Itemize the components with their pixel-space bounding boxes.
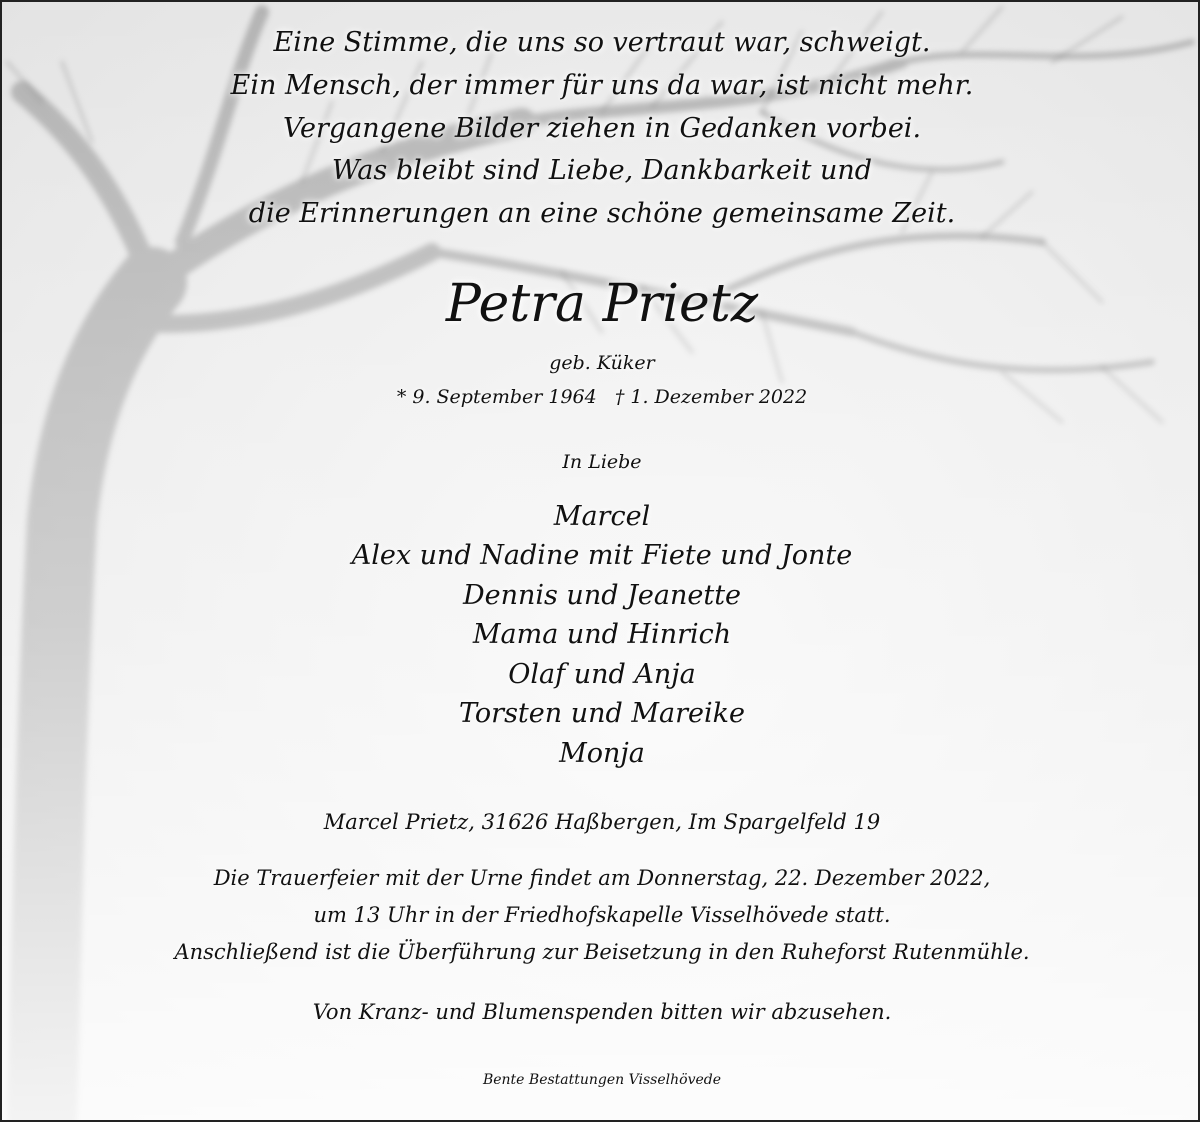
family-member: Dennis und Jeanette — [462, 580, 742, 611]
ceremony-line-1: Die Trauerfeier mit der Urne findet am Donnerstag, 22. Dezember 2022, — [213, 866, 991, 890]
verse-line-1: Eine Stimme, die uns so vertraut war, schweigt. — [273, 27, 931, 58]
ceremony-line-3: Anschließend ist die Überführung zur Beisetzung in den Ruheforst Rutenmühle. — [174, 940, 1030, 964]
contact-address: Marcel Prietz, 31626 Haßbergen, Im Spargelfeld 19 — [323, 810, 881, 834]
family-member: Olaf und Anja — [508, 659, 696, 690]
obituary-text — [2, 2, 1200, 1122]
verse-line-4: Was bleibt sind Liebe, Dankbarkeit und — [331, 155, 873, 186]
flowers-note: Von Kranz- und Blumenspenden bitten wir abzusehen. — [312, 1000, 892, 1024]
family-member: Alex und Nadine mit Fiete und Jonte — [351, 540, 853, 571]
family-member: Monja — [559, 738, 645, 769]
ceremony-line-2: um 13 Uhr in der Friedhofskapelle Visselhövede statt. — [313, 903, 891, 927]
verse-line-3: Vergangene Bilder ziehen in Gedanken vorbei. — [282, 113, 922, 144]
life-dates: * 9. September 1964 † 1. Dezember 2022 — [396, 386, 808, 408]
deceased-name: Petra Prietz — [445, 274, 759, 334]
family-member: Mama und Hinrich — [472, 619, 732, 650]
verse-line-2: Ein Mensch, der immer für uns da war, ist nicht mehr. — [230, 70, 974, 101]
in-love-label: In Liebe — [562, 451, 642, 473]
family-member: Marcel — [553, 501, 651, 532]
undertaker-credit: Bente Bestattungen Visselhövede — [482, 1072, 722, 1088]
maiden-name: geb. Küker — [549, 352, 655, 374]
family-member: Torsten und Mareike — [459, 698, 745, 729]
verse-line-5: die Erinnerungen an eine schöne gemeinsame Zeit. — [248, 198, 956, 229]
